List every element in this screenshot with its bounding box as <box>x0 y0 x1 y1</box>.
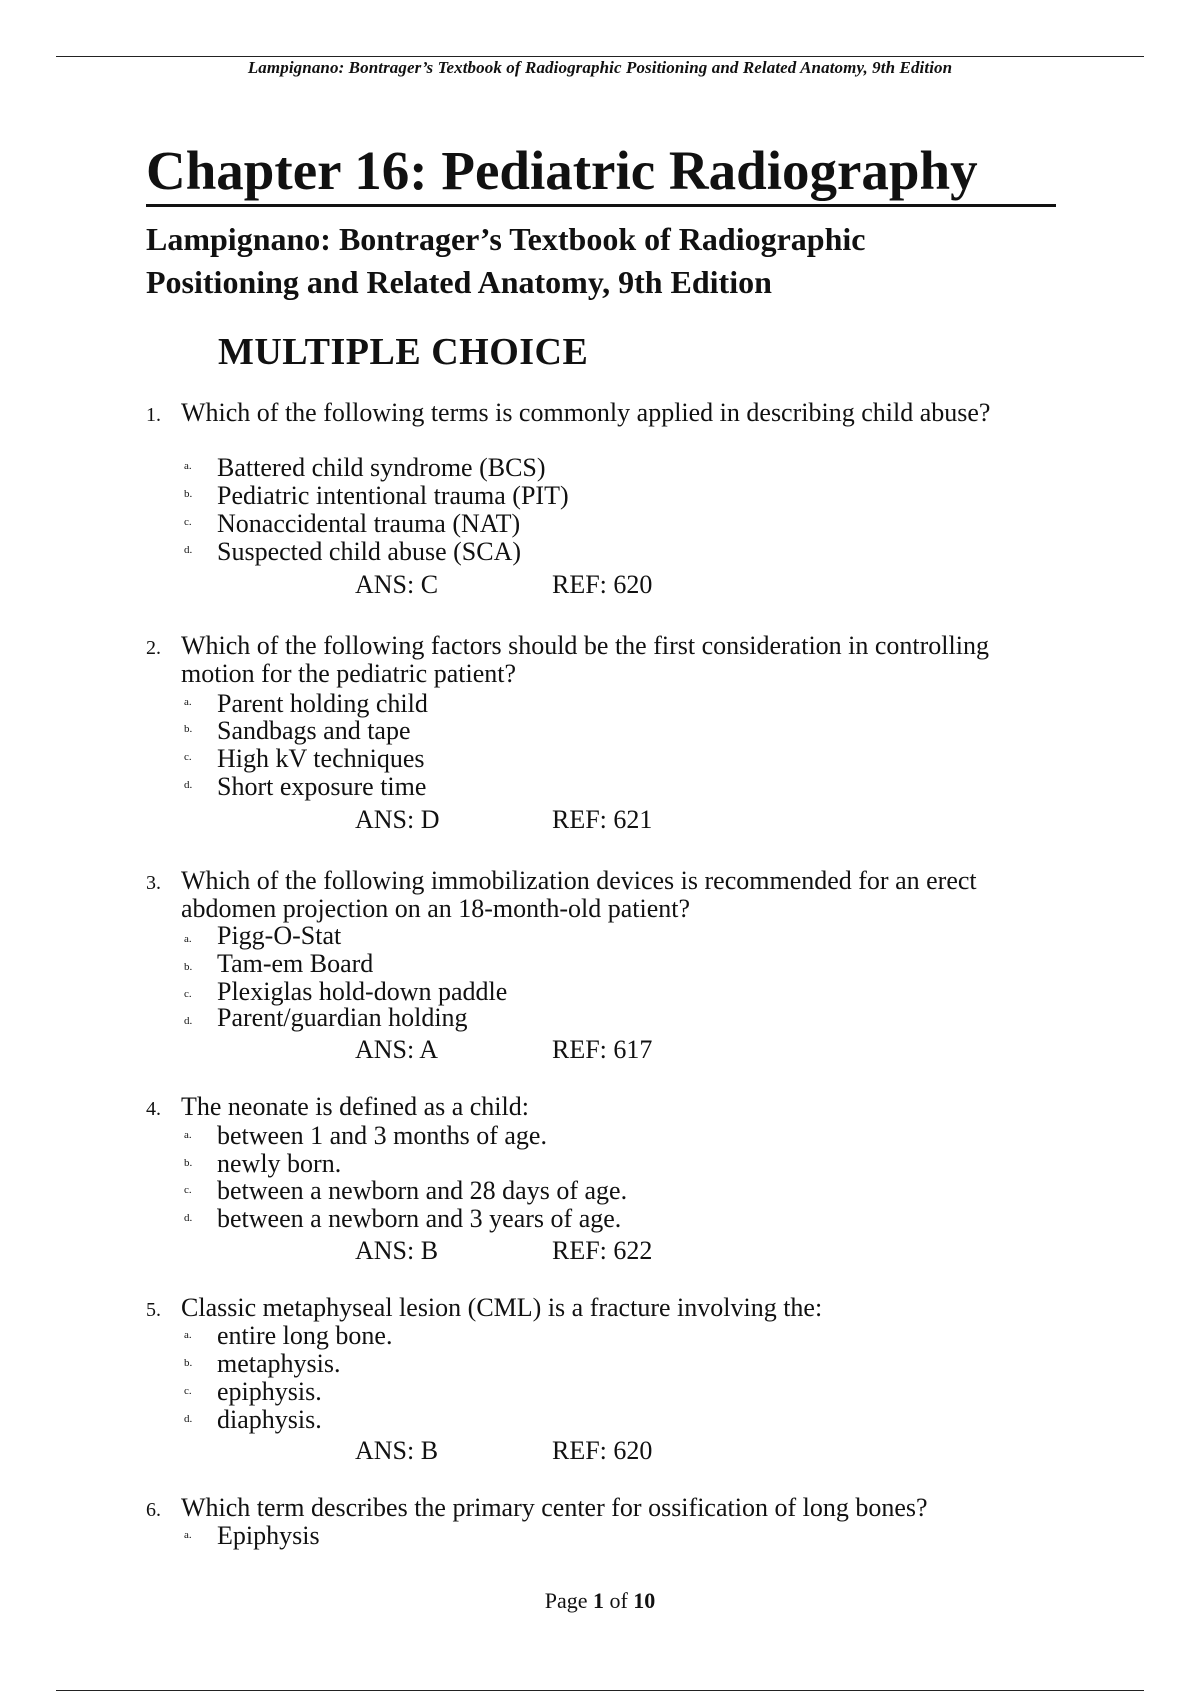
question-6-option-a: Epiphysis <box>217 1521 320 1550</box>
question-5-option-b-marker: b. <box>184 1357 193 1369</box>
question-4-option-d: between a newborn and 3 years of age. <box>217 1204 622 1233</box>
footer-rule <box>56 1690 1144 1691</box>
question-2-option-d: Short exposure time <box>217 772 427 801</box>
subtitle-line-2: Positioning and Related Anatomy, 9th Edition <box>146 264 772 300</box>
question-5-option-d: diaphysis. <box>217 1405 322 1434</box>
question-4-reference: REF: 622 <box>552 1236 653 1265</box>
question-1-answer: ANS: C <box>355 570 439 599</box>
question-4-text: The neonate is defined as a child: <box>181 1092 529 1121</box>
question-2-number: 2. <box>146 637 161 659</box>
question-6-text: Which term describes the primary center for ossification of long bones? <box>181 1493 928 1522</box>
question-5-option-a: entire long bone. <box>217 1321 393 1350</box>
question-5-option-b: metaphysis. <box>217 1349 341 1378</box>
question-4-option-c: between a newborn and 28 days of age. <box>217 1176 628 1205</box>
question-5-number: 5. <box>146 1299 161 1321</box>
question-4-number: 4. <box>146 1098 161 1120</box>
page-footer-middle: of <box>603 1588 634 1613</box>
question-5-reference: REF: 620 <box>552 1436 653 1465</box>
book-subtitle <box>146 218 1046 304</box>
question-2-reference: REF: 621 <box>552 805 653 834</box>
question-1-reference: REF: 620 <box>552 570 653 599</box>
question-3-option-b: Tam-em Board <box>217 949 374 978</box>
question-3-answer: ANS: A <box>355 1035 439 1064</box>
question-2-option-c-marker: c. <box>184 751 192 763</box>
question-2-answer: ANS: D <box>355 805 440 834</box>
header-rule <box>56 56 1144 57</box>
question-2-option-c: High kV techniques <box>217 744 425 773</box>
question-3-option-a: Pigg-O-Stat <box>217 921 342 950</box>
question-5-answer: ANS: B <box>355 1436 439 1465</box>
question-5-option-a-marker: a. <box>184 1329 192 1341</box>
question-1-option-c-marker: c. <box>184 516 192 528</box>
question-2-option-a-marker: a. <box>184 696 192 708</box>
page-total: 10 <box>633 1588 656 1613</box>
chapter-title: Chapter 16: Pediatric Radiography <box>146 142 1056 207</box>
question-5-option-c-marker: c. <box>184 1385 192 1397</box>
question-1-number: 1. <box>146 404 161 426</box>
question-5-option-c: epiphysis. <box>217 1377 322 1406</box>
question-3-option-b-marker: b. <box>184 961 193 973</box>
question-2-option-b-marker: b. <box>184 723 193 735</box>
question-6-option-a-marker: a. <box>184 1529 192 1541</box>
question-5-option-d-marker: d. <box>184 1413 193 1425</box>
question-3-option-d-marker: d. <box>184 1015 193 1027</box>
page-footer <box>0 1588 1200 1614</box>
question-2-option-a: Parent holding child <box>217 689 428 718</box>
question-1-option-b-marker: b. <box>184 488 193 500</box>
question-1-option-d-marker: d. <box>184 544 193 556</box>
question-1-option-a: Battered child syndrome (BCS) <box>217 453 546 482</box>
question-2-option-d-marker: d. <box>184 779 193 791</box>
question-4-option-c-marker: c. <box>184 1184 192 1196</box>
question-3-reference: REF: 617 <box>552 1035 653 1064</box>
section-heading: MULTIPLE CHOICE <box>218 331 589 373</box>
question-3-number: 3. <box>146 872 161 894</box>
question-2-text: Which of the following factors should be the first consideration in controlling motion for the pediatric patient? <box>181 631 989 688</box>
question-4-option-b: newly born. <box>217 1149 342 1178</box>
question-3-option-a-marker: a. <box>184 933 192 945</box>
question-3-option-c-marker: c. <box>184 988 192 1000</box>
subtitle-line-1: Lampignano: Bontrager’s Textbook of Radiographic <box>146 221 866 257</box>
question-1-option-b: Pediatric intentional trauma (PIT) <box>217 481 569 510</box>
question-4-answer: ANS: B <box>355 1236 439 1265</box>
question-2-option-b: Sandbags and tape <box>217 716 411 745</box>
question-4-option-a: between 1 and 3 months of age. <box>217 1121 547 1150</box>
question-6-number: 6. <box>146 1499 161 1521</box>
question-1-option-c: Nonaccidental trauma (NAT) <box>217 509 521 538</box>
question-5-text: Classic metaphyseal lesion (CML) is a fracture involving the: <box>181 1293 823 1322</box>
question-3-option-d: Parent/guardian holding <box>217 1003 468 1032</box>
question-4-option-d-marker: d. <box>184 1212 193 1224</box>
question-1-text: Which of the following terms is commonly applied in describing child abuse? <box>181 398 991 427</box>
question-4-option-b-marker: b. <box>184 1157 193 1169</box>
page-footer-prefix: Page <box>544 1588 593 1613</box>
question-4-option-a-marker: a. <box>184 1129 192 1141</box>
question-1-option-a-marker: a. <box>184 460 192 472</box>
question-3-option-c: Plexiglas hold-down paddle <box>217 977 508 1006</box>
page-current: 1 <box>592 1588 604 1613</box>
question-1-option-d: Suspected child abuse (SCA) <box>217 537 522 566</box>
question-3-text: Which of the following immobilization devices is recommended for an erect abdomen projection on an 18-month-old patient? <box>181 866 977 923</box>
running-header: Lampignano: Bontrager’s Textbook of Radiographic Positioning and Related Anatomy, 9th Edition <box>247 58 953 77</box>
